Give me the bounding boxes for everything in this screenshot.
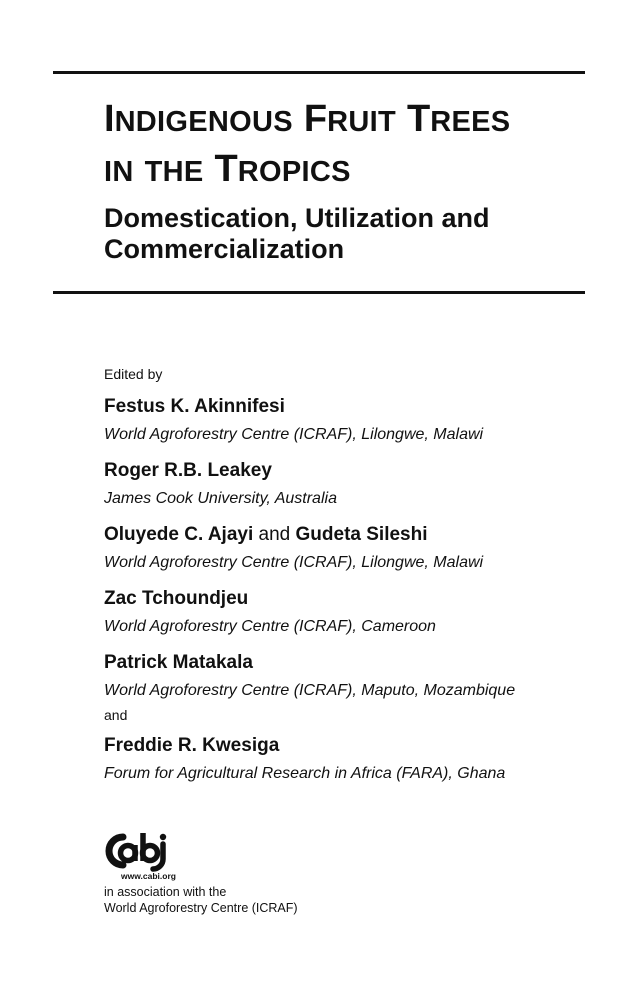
editor-name: Zac Tchoundjeu: [104, 588, 249, 609]
editor-name: Patrick Matakala: [104, 652, 253, 673]
editor-affiliation: World Agroforestry Centre (ICRAF), Lilongwe, Malawi: [104, 554, 484, 571]
title-word-rest: RUIT: [327, 106, 396, 138]
editor-name: Freddie R. Kwesiga: [104, 735, 280, 756]
editor-affiliation: World Agroforestry Centre (ICRAF), Lilongwe, Malawi: [104, 426, 484, 443]
editor-entry: [104, 651, 604, 702]
editor-entry: [104, 395, 604, 446]
title-word-rest: ROPICS: [237, 156, 351, 188]
editor-affiliation: World Agroforestry Centre (ICRAF), Maputo, Mozambique: [104, 682, 516, 699]
subtitle-line-1: Domestication, Utilization and: [104, 203, 490, 233]
editor-name-pair: [104, 523, 604, 547]
editor-entry: [104, 734, 604, 785]
title-word-rest: REES: [430, 106, 511, 138]
title-word-cap: F: [303, 98, 328, 140]
editor-conjunction: and: [258, 524, 291, 545]
association-line-1: in association with the: [104, 885, 227, 899]
and-separator: and: [104, 707, 128, 723]
title-word-cap: T: [406, 98, 431, 140]
title-word-cap: I: [104, 98, 115, 140]
editor-entry: [104, 459, 604, 510]
cabi-logo-icon: [101, 827, 187, 886]
editor-affiliation: World Agroforestry Centre (ICRAF), Cameroon: [104, 618, 436, 635]
top-rule: [53, 71, 585, 74]
book-title: [104, 100, 584, 188]
title-word-cap: T: [214, 148, 238, 190]
editor-name: Roger R.B. Leakey: [104, 460, 272, 481]
subtitle-line-2: Commercialization: [104, 234, 345, 264]
editor-affiliation: Forum for Agricultural Research in Africa (FARA), Ghana: [104, 765, 506, 782]
title-line-1: [104, 100, 584, 138]
logo-url-text: www.cabi.org: [121, 871, 176, 881]
title-word-rest: IN: [104, 156, 134, 188]
title-word-rest: THE: [144, 156, 204, 188]
editor-entry: [104, 587, 604, 638]
title-line-2: [104, 150, 584, 188]
book-subtitle: [104, 203, 574, 265]
editor-name: Festus K. Akinnifesi: [104, 396, 285, 417]
editors-list: [104, 395, 604, 798]
association-note: [104, 884, 298, 916]
bottom-rule: [53, 291, 585, 294]
editor-entry: [104, 523, 604, 574]
edited-by-label: Edited by: [104, 366, 163, 382]
editor-name: Oluyede C. Ajayi: [104, 524, 254, 545]
editor-affiliation: James Cook University, Australia: [104, 490, 337, 507]
editor-name: Gudeta Sileshi: [295, 524, 428, 545]
title-word-rest: NDIGENOUS: [114, 106, 293, 138]
association-line-2: World Agroforestry Centre (ICRAF): [104, 901, 298, 915]
